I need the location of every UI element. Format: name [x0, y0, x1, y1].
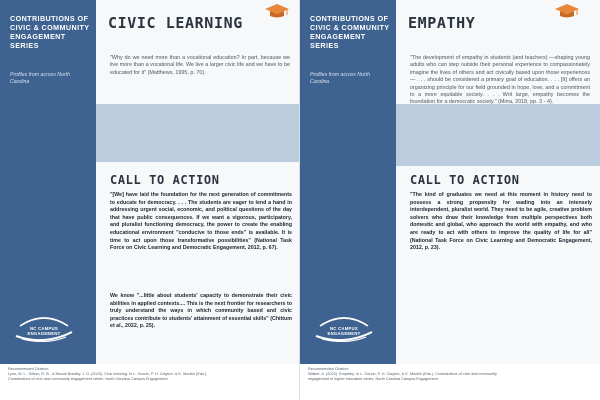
citation-text: Lyon, M. L., Kilbon, R. B., & Biscoll Bradley, J. D. (2023). Civic learning. In L. Gorvin, P. H. Clayton, & K. Moollin (Eds.),: [8, 372, 208, 377]
content-panel: [96, 0, 300, 400]
logo-text: NC CAMPUS ENGAGEMENT: [327, 326, 361, 336]
quote-band: [396, 104, 600, 166]
content-panel: [396, 0, 600, 400]
citation-publisher: . North Carolina Campus Engagement.: [373, 377, 439, 382]
opening-quote: "Why do we need more than a vocational education? In part, because we live more than a vocational life. We live a larger civic life and we have to be educated for it" (Matthews, 1995, p. 70).: [110, 55, 290, 76]
citation-label: Recommended Citation:: [8, 367, 49, 371]
sidebar: [0, 0, 96, 400]
citation-label: Recommended Citation:: [308, 367, 349, 371]
sidebar: [300, 0, 396, 400]
series-title: CONTRIBUTIONS OF CIVIC & COMMUNITY ENGAGEMENT SERIES: [310, 14, 390, 50]
graduation-cap-icon: [554, 2, 580, 20]
profile-page-empathy: [300, 0, 600, 400]
cta-paragraph: We know "...little about students' capacity to demonstrate their civic abilities in applied contexts.... This is the next frontier for researchers to truly understand the ways in which community based and civic practices contribute to students' attainment of essential skills" (Chittum et al., 2022, p. 25).: [110, 293, 292, 330]
profiles-subtitle: Profiles from across North Carolina: [10, 72, 70, 85]
citation-series: Contributions of civic and community engagement series: [8, 377, 104, 382]
quote-band: [96, 104, 300, 162]
series-title: CONTRIBUTIONS OF CIVIC & COMMUNITY ENGAGEMENT SERIES: [10, 14, 90, 50]
cta-paragraph: "The kind of graduates we need at this moment in history need to possess a strong propensity for wading into an intensely interdependent, pluralist world. They need to be agile, creative problem solvers who draw their knowledge from multiple perspectives both domestic and global, who approach the world with empathy, and who are ready to act with others to improve the quality of life for all" (National Task Force on Civic Learning and Democratic Engagement, 2012, p. 23).: [410, 192, 592, 252]
page-heading: EMPATHY: [408, 14, 476, 32]
citation-box: [0, 364, 300, 400]
citation-series: Contributions of civic and community engagement in higher education series: [308, 372, 498, 382]
citation-text: Walker, A. (2023). Empathy. In L. Gorvin, P. H. Clayton, & K. Moollin (Eds.),: [308, 372, 436, 377]
citation-publisher: . North Carolina Campus Engagement.: [103, 377, 169, 382]
graduation-cap-icon: [264, 2, 290, 20]
cta-paragraph: "[We] have laid the foundation for the next generation of commitments to educate for democracy. . . . The students are eager to lend a hand in addressing urgent social, economic, and political questions of the day that have public consequences. If we want a vigorous, participatory, and pluralist functioning democracy, the power to create the enabling educational environment "conducive to those ends" is available. It is time to act upon those transformative possibilities" (National Task Force on Civic Learning and Democratic Engagement, 2012, p. 67).: [110, 192, 292, 252]
recommended-citation: [308, 367, 508, 383]
opening-quote: "The development of empathy in students (and teachers) —shaping young adults who can step outside their personal experience to compassionately imagine the lives of others and act civically based upon those experiences — . . . should be considered a primary goal of education. . . . [It] offers an organizing principle for our field grounded in hope, love, and a commitment to a more equitable society. . . . Writ large, empathy becomes the foundation for a democratic society." (Mirra, 2018, pp. 3 - 4).: [410, 55, 590, 106]
profiles-subtitle: Profiles from across North Carolina: [310, 72, 370, 85]
call-to-action-heading: CALL TO ACTION: [110, 173, 220, 187]
citation-box: [300, 364, 600, 400]
page-heading: CIVIC LEARNING: [108, 14, 243, 32]
logo-text: NC CAMPUS ENGAGEMENT: [27, 326, 61, 336]
call-to-action-heading: CALL TO ACTION: [410, 173, 520, 187]
recommended-citation: [8, 367, 208, 383]
